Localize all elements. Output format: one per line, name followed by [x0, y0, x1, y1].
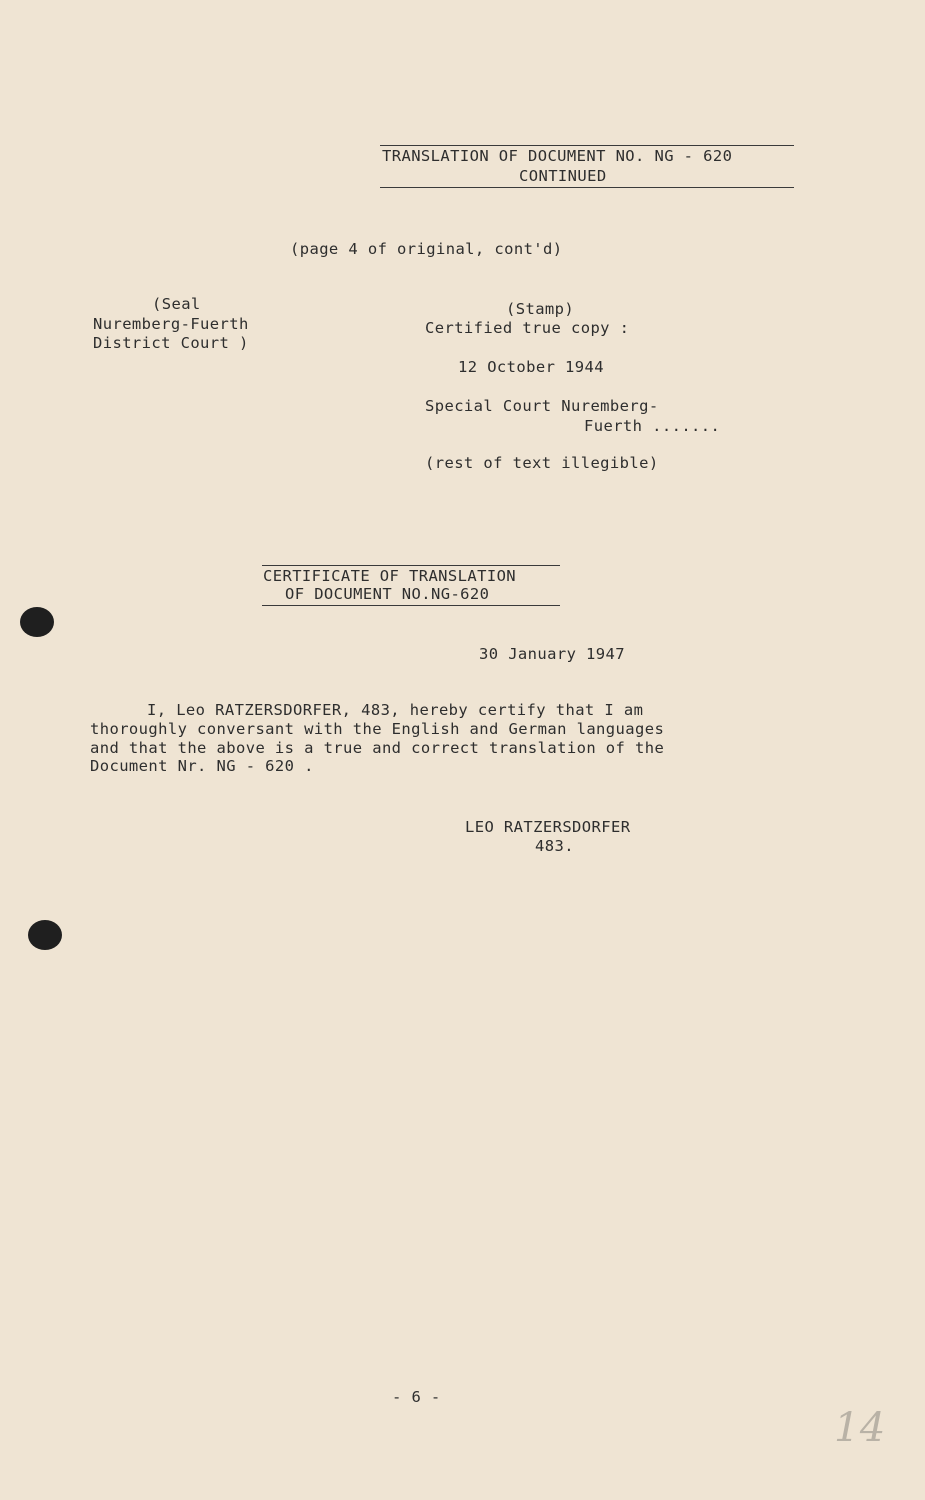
- header-title-line1: TRANSLATION OF DOCUMENT NO. NG - 620: [382, 147, 733, 165]
- seal-line2: Nuremberg-Fuerth: [93, 315, 249, 333]
- punch-hole-top: [20, 607, 54, 637]
- certificate-body-line2: thoroughly conversant with the English and German languages: [90, 720, 665, 738]
- stamp-date: 12 October 1944: [458, 358, 604, 376]
- handwritten-page-number: 14: [834, 1405, 886, 1451]
- certificate-title-line2: OF DOCUMENT NO.NG-620: [285, 585, 490, 603]
- certificate-date: 30 January 1947: [479, 645, 625, 663]
- stamp-court-line1: Special Court Nuremberg-: [425, 397, 659, 415]
- certificate-title-line1: CERTIFICATE OF TRANSLATION: [263, 567, 517, 585]
- stamp-line1: (Stamp): [506, 300, 575, 318]
- signature-number: 483.: [535, 837, 574, 855]
- certificate-bottom-rule: [262, 605, 560, 606]
- page-note: (page 4 of original, cont'd): [290, 240, 563, 258]
- page-number: - 6 -: [392, 1388, 441, 1406]
- stamp-court-line2: Fuerth .......: [584, 417, 721, 435]
- certificate-body-line4: Document Nr. NG - 620 .: [90, 757, 314, 775]
- header-top-rule: [380, 145, 794, 146]
- certificate-top-rule: [262, 565, 560, 566]
- certificate-body-line1: I, Leo RATZERSDORFER, 483, hereby certify that I am: [147, 701, 644, 719]
- certificate-body-line3: and that the above is a true and correct translation of the: [90, 739, 665, 757]
- header-title-line2: CONTINUED: [519, 167, 607, 185]
- header-bottom-rule: [380, 187, 794, 188]
- signature-name: LEO RATZERSDORFER: [465, 818, 631, 836]
- seal-line3: District Court ): [93, 334, 249, 352]
- seal-line1: (Seal: [152, 295, 201, 313]
- stamp-illegible-note: (rest of text illegible): [425, 454, 659, 472]
- punch-hole-bottom: [28, 920, 62, 950]
- stamp-certified: Certified true copy :: [425, 319, 630, 337]
